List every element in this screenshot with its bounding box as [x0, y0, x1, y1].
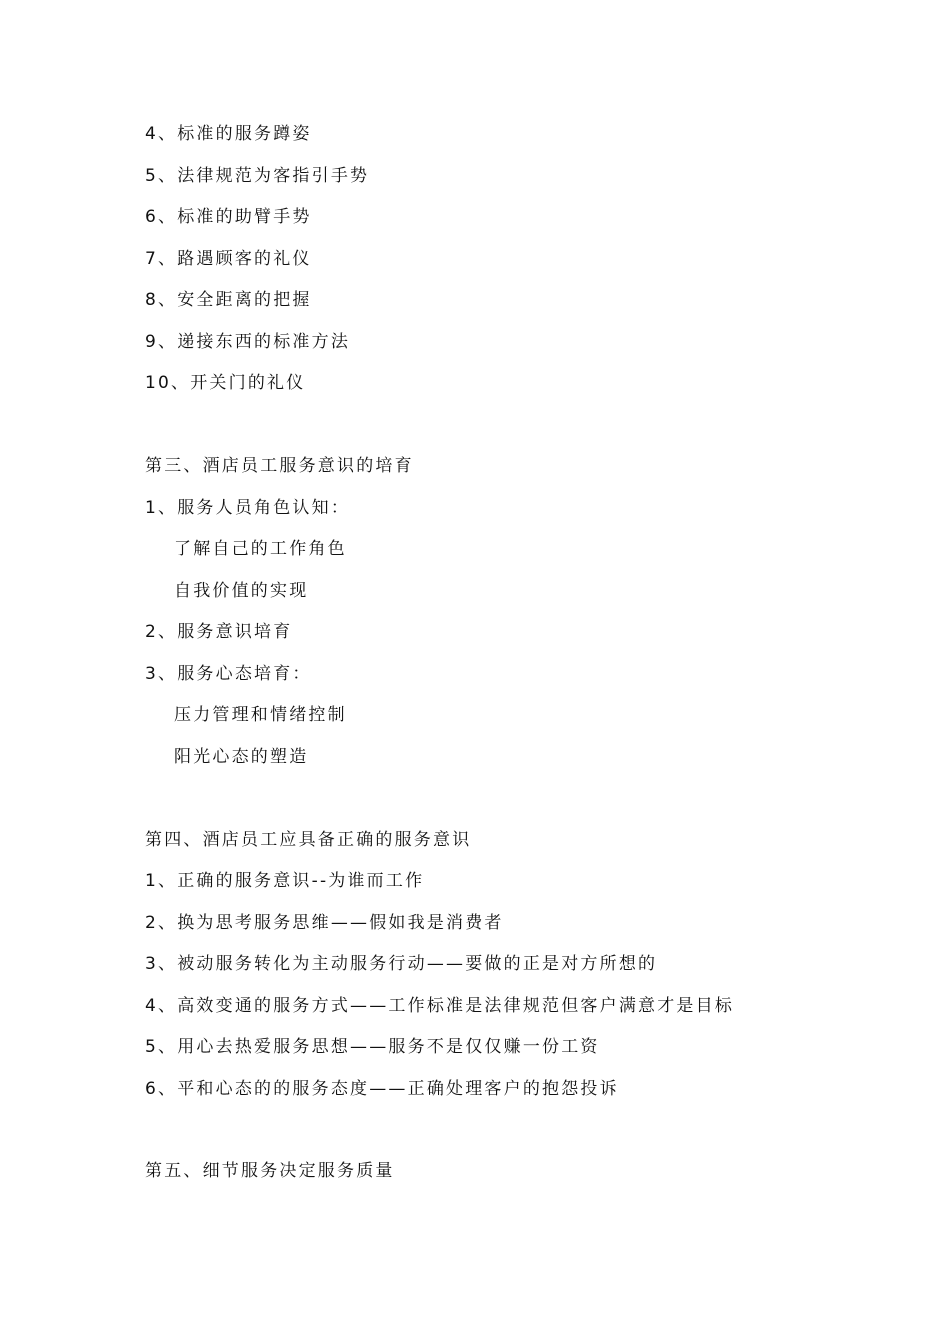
- list-item: 2、换为思考服务思维——假如我是消费者: [145, 913, 504, 933]
- list-item: 6、平和心态的的服务态度——正确处理客户的抱怨投诉: [145, 1079, 619, 1099]
- list-item: 6、标准的助臂手势: [145, 207, 312, 227]
- section-heading: 第五、细节服务决定服务质量: [145, 1161, 395, 1181]
- list-item: 7、路遇顾客的礼仪: [145, 249, 312, 269]
- list-item: 5、用心去热爱服务思想——服务不是仅仅赚一份工资: [145, 1037, 600, 1057]
- list-item: 9、递接东西的标准方法: [145, 332, 351, 352]
- sub-list-item: 阳光心态的塑造: [174, 747, 309, 767]
- sub-list-item: 压力管理和情绪控制: [174, 705, 347, 725]
- list-item: 1、正确的服务意识--为谁而工作: [145, 871, 425, 891]
- list-item: 10、开关门的礼仪: [145, 373, 306, 393]
- section-heading: 第三、酒店员工服务意识的培育: [145, 456, 414, 476]
- list-item: 4、标准的服务蹲姿: [145, 124, 312, 144]
- list-item: 3、服务心态培育：: [145, 664, 312, 684]
- list-item: 3、被动服务转化为主动服务行动——要做的正是对方所想的: [145, 954, 658, 974]
- list-item: 2、服务意识培育: [145, 622, 293, 642]
- sub-list-item: 自我价值的实现: [174, 581, 309, 601]
- list-item: 5、法律规范为客指引手势: [145, 166, 370, 186]
- sub-list-item: 了解自己的工作角色: [174, 539, 347, 559]
- list-item: 1、服务人员角色认知：: [145, 498, 351, 518]
- section-heading: 第四、酒店员工应具备正确的服务意识: [145, 830, 472, 850]
- list-item: 4、高效变通的服务方式——工作标准是法律规范但客户满意才是目标: [145, 996, 735, 1016]
- list-item: 8、安全距离的把握: [145, 290, 312, 310]
